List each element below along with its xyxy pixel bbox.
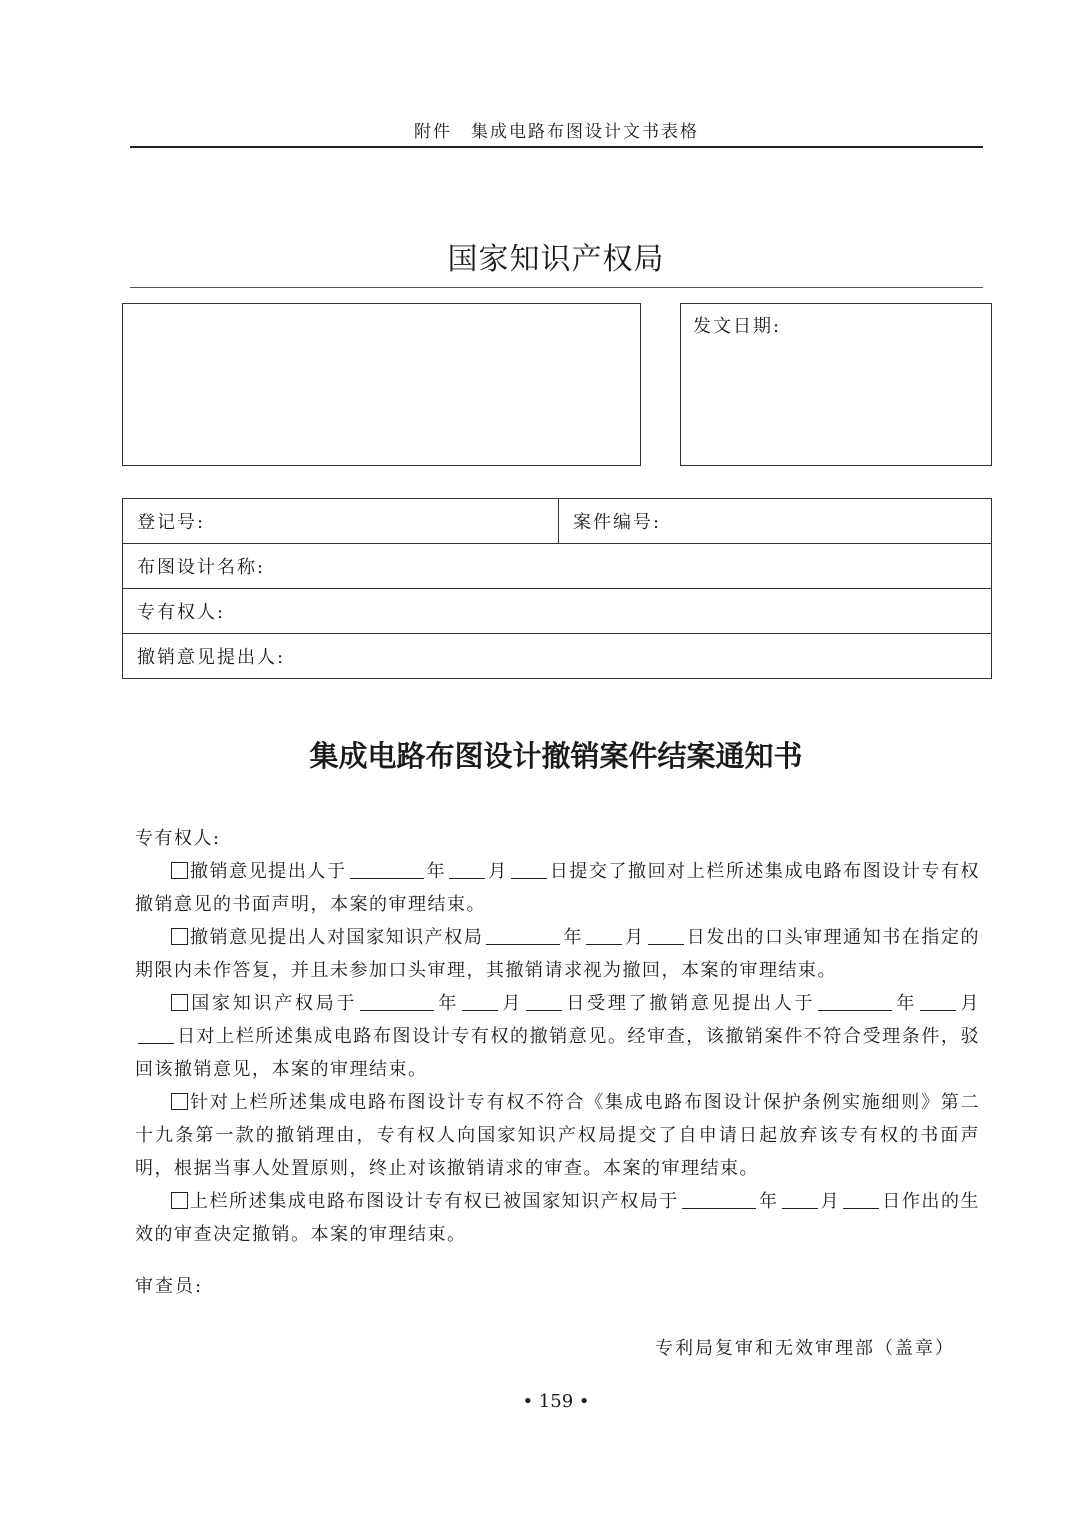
- blank[interactable]: [920, 992, 956, 1011]
- blank[interactable]: [682, 1190, 756, 1209]
- registration-no-cell: 登记号:: [123, 499, 559, 544]
- checkbox-2[interactable]: [171, 928, 188, 945]
- option-1: 撤销意见提出人于 年 月 日提交了撤回对上栏所述集成电路布图设计专有权撤销意见的书面声明，本案的审理结束。: [135, 861, 981, 915]
- examiner-label: 审查员:: [135, 1276, 204, 1297]
- info-table: [122, 498, 992, 679]
- notice-body: [135, 822, 980, 1251]
- office-name: 国家知识产权局: [447, 242, 665, 277]
- blank[interactable]: [462, 992, 498, 1011]
- page-number: • 159 •: [522, 1391, 590, 1412]
- checkbox-5[interactable]: [171, 1192, 188, 1209]
- blank[interactable]: [511, 860, 547, 879]
- option-4: 针对上栏所述集成电路布图设计专有权不符合《集成电路布图设计保护条例实施细则》第二十九条第一款的撤销理由，专有权人向国家知识产权局提交了自申请日起放弃该专有权的书面声明，根据当事人处置原则，终止对该撤销请求的审查。本案的审理结束。: [135, 1092, 980, 1179]
- right-holder-cell: 专有权人:: [123, 589, 992, 634]
- option-5: 上栏所述集成电路布图设计专有权已被国家知识产权局于 年 月 日作出的生效的审查决定撤销。本案的审理结束。: [135, 1191, 981, 1245]
- blank[interactable]: [818, 992, 892, 1011]
- blank[interactable]: [360, 992, 434, 1011]
- blank[interactable]: [486, 926, 560, 945]
- checkbox-3[interactable]: [171, 994, 188, 1011]
- case-no-cell: 案件编号:: [559, 499, 992, 544]
- blank[interactable]: [526, 992, 562, 1011]
- blank[interactable]: [782, 1190, 818, 1209]
- blank[interactable]: [843, 1190, 879, 1209]
- blank[interactable]: [648, 926, 684, 945]
- address-box: [122, 303, 641, 466]
- checkbox-4[interactable]: [171, 1093, 188, 1110]
- option-2: 撤销意见提出人对国家知识产权局 年 月 日发出的口头审理通知书在指定的期限内未作答复，并且未参加口头审理，其撤销请求视为撤回，本案的审理结束。: [135, 927, 981, 981]
- header-rule: [130, 146, 983, 148]
- date-label: 发文日期:: [693, 316, 782, 337]
- petitioner-cell: 撤销意见提出人:: [123, 634, 992, 679]
- blank[interactable]: [350, 860, 424, 879]
- blank[interactable]: [449, 860, 485, 879]
- salutation: 专有权人:: [135, 828, 221, 849]
- running-head: 附件 集成电路布图设计文书表格: [414, 122, 699, 142]
- office-rule: [130, 287, 983, 288]
- date-box: [680, 303, 992, 466]
- checkbox-1[interactable]: [171, 862, 188, 879]
- option-3: 国家知识产权局于 年 月 日受理了撤销意见提出人于 年 月日对上栏所述集成电路布图设计专有权的撤销意见。经审查，该撤销案件不符合受理条件，驳回该撤销意见，本案的审理结束。: [135, 993, 981, 1080]
- blank[interactable]: [138, 1025, 174, 1044]
- design-name-cell: 布图设计名称:: [123, 544, 992, 589]
- department-seal: 专利局复审和无效审理部（盖章）: [655, 1338, 955, 1359]
- blank[interactable]: [586, 926, 622, 945]
- notice-title: 集成电路布图设计撤销案件结案通知书: [309, 739, 803, 773]
